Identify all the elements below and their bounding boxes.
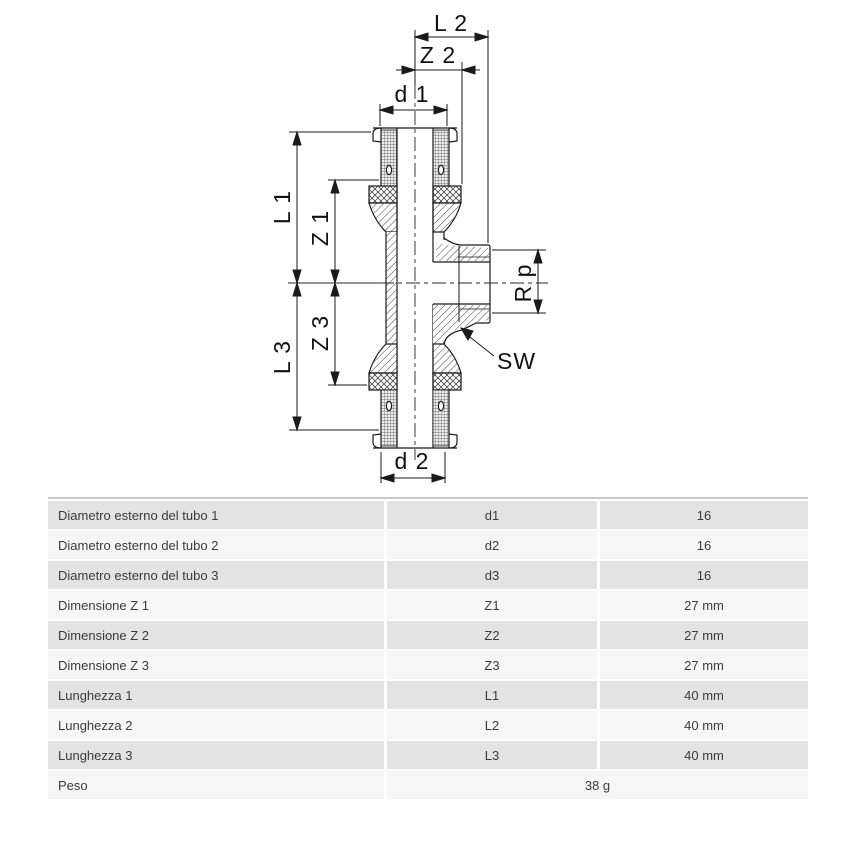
table-row xyxy=(48,531,808,559)
table-cell-symbol: Z3 xyxy=(387,651,597,679)
table-cell-label: Peso xyxy=(48,771,384,799)
table-cell-symbol: Z1 xyxy=(387,591,597,619)
dim-label-z2: Z 2 xyxy=(419,42,457,68)
spec-table xyxy=(48,497,808,801)
press-sleeve-bottom-right xyxy=(433,390,449,446)
dim-label-z3: Z 3 xyxy=(307,314,333,352)
table-cell-value: 38 g xyxy=(387,771,808,799)
dim-label-l3: L 3 xyxy=(269,339,295,375)
press-sleeve-top-left xyxy=(381,130,397,186)
table-cell-symbol: Z2 xyxy=(387,621,597,649)
seal-collar-top-left xyxy=(369,186,397,203)
table-cell-value: 16 xyxy=(600,561,808,589)
table-cell-label: Lunghezza 3 xyxy=(48,741,384,769)
table-cell-label: Lunghezza 2 xyxy=(48,711,384,739)
table-cell-symbol: L2 xyxy=(387,711,597,739)
table-cell-label: Diametro esterno del tubo 2 xyxy=(48,531,384,559)
table-row xyxy=(48,561,808,589)
table-row xyxy=(48,651,808,679)
table-row xyxy=(48,711,808,739)
table-cell-value: 27 mm xyxy=(600,591,808,619)
table-cell-symbol: d3 xyxy=(387,561,597,589)
table-cell-symbol: L1 xyxy=(387,681,597,709)
table-cell-label: Diametro esterno del tubo 3 xyxy=(48,561,384,589)
press-sleeve-top-right xyxy=(433,130,449,186)
table-cell-label: Lunghezza 1 xyxy=(48,681,384,709)
table-cell-label: Dimensione Z 3 xyxy=(48,651,384,679)
dim-label-d1: d 1 xyxy=(394,81,430,107)
dim-label-l2: L 2 xyxy=(433,10,469,36)
dim-label-l1: L 1 xyxy=(269,189,295,225)
dim-label-d2: d 2 xyxy=(394,448,430,474)
table-row xyxy=(48,741,808,769)
table-cell-symbol: L3 xyxy=(387,741,597,769)
seal-collar-top-right xyxy=(433,186,461,203)
table-cell-value: 16 xyxy=(600,531,808,559)
table-cell-value: 40 mm xyxy=(600,711,808,739)
table-row xyxy=(48,591,808,619)
dim-label-sw: SW xyxy=(497,348,537,374)
table-cell-value: 16 xyxy=(600,501,808,529)
dim-label-rp: R p xyxy=(510,263,536,303)
centerlines xyxy=(288,85,548,460)
table-cell-value: 40 mm xyxy=(600,741,808,769)
table-cell-value: 40 mm xyxy=(600,681,808,709)
press-sleeve-bottom-left xyxy=(381,390,397,446)
table-cell-symbol: d1 xyxy=(387,501,597,529)
table-cell-label: Diametro esterno del tubo 1 xyxy=(48,501,384,529)
seal-collar-bottom-right xyxy=(433,373,461,390)
table-row xyxy=(48,681,808,709)
table-row xyxy=(48,501,808,529)
table-row-weight xyxy=(48,771,808,799)
table-cell-label: Dimensione Z 2 xyxy=(48,621,384,649)
table-cell-label: Dimensione Z 1 xyxy=(48,591,384,619)
table-cell-value: 27 mm xyxy=(600,651,808,679)
table-cell-symbol: d2 xyxy=(387,531,597,559)
dim-label-z1: Z 1 xyxy=(307,209,333,247)
tee-fitting-outline xyxy=(369,128,490,448)
seal-collar-bottom-left xyxy=(369,373,397,390)
table-cell-value: 27 mm xyxy=(600,621,808,649)
table-row xyxy=(48,621,808,649)
